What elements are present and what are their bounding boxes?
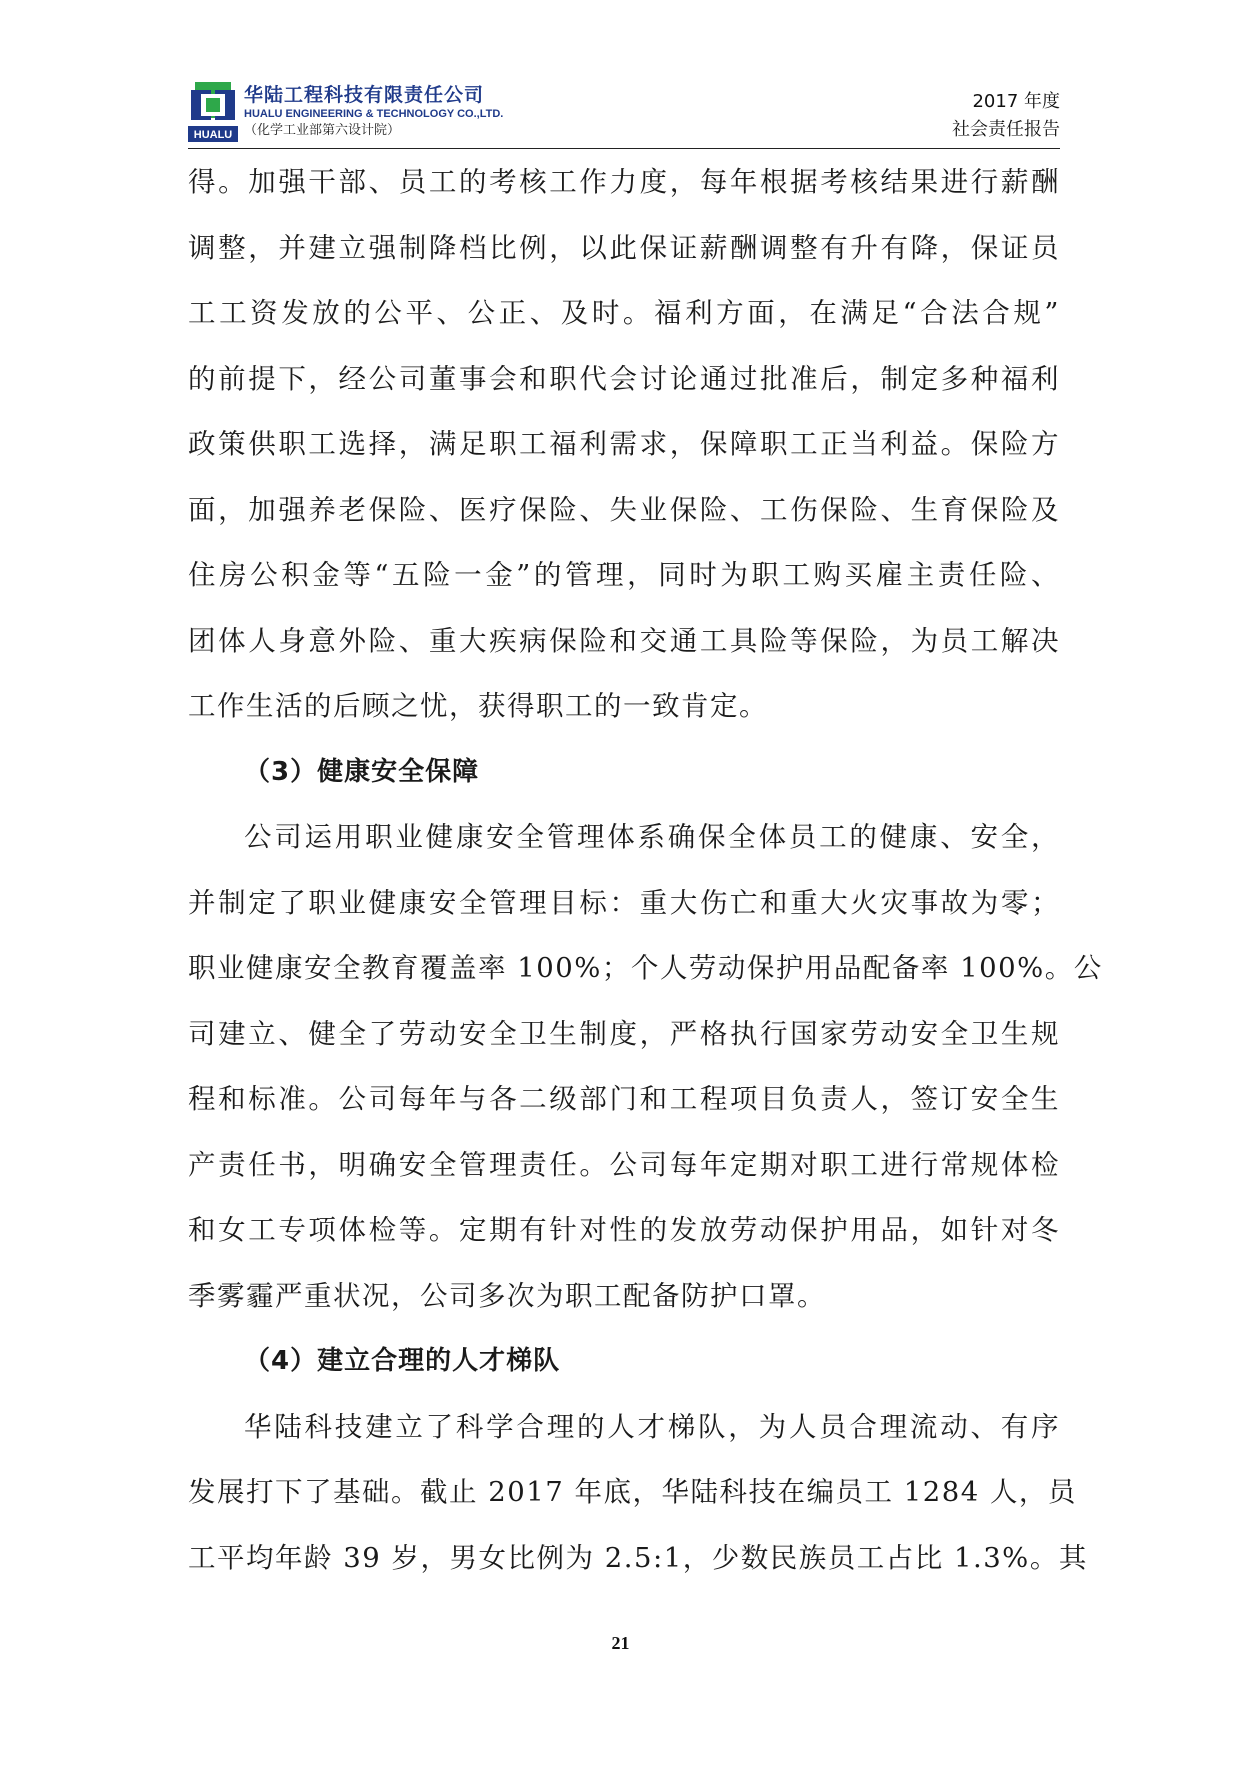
text-line: 发展打下了基础。截止 2017 年底，华陆科技在编员工 1284 人，员 (188, 1476, 1077, 1508)
text-line: 程和标准。公司每年与各二级部门和工程项目负责人，签订安全生 (188, 1083, 1060, 1115)
text-line: 工平均年龄 39 岁，男女比例为 2.5:1，少数民族员工占比 1.3%。其 (188, 1541, 1088, 1574)
text-line: 工作生活的后顾之忧，获得职工的一致肯定。 (188, 690, 768, 722)
report-year: 2017 年度 (972, 91, 1060, 112)
text-line: 团体人身意外险、重大疾病保险和交通工具险等保险，为员工解决 (188, 624, 1060, 657)
report-title: 社会责任报告 (952, 119, 1060, 140)
text-line: 政策供职工选择，满足职工福利需求，保障职工正当利益。保险方 (188, 428, 1060, 460)
text-line: 公司运用职业健康安全管理体系确保全体员工的健康、安全， (244, 821, 1060, 853)
body-text (188, 150, 1103, 1591)
text-line: 工工资发放的公平、公正、及时。福利方面，在满足“合法合规” (188, 297, 1060, 329)
company-name-en: HUALU ENGINEERING & TECHNOLOGY CO.,LTD. (244, 108, 504, 120)
company-name-cn: 华陆工程科技有限责任公司 (244, 84, 485, 106)
text-line: 季雾霾严重状况，公司多次为职工配备防护口罩。 (188, 1279, 826, 1312)
hualu-logo (188, 80, 238, 146)
text-line: 住房公积金等“五险一金”的管理，同时为职工购买雇主责任险、 (188, 559, 1060, 591)
text-line: 并制定了职业健康安全管理目标：重大伤亡和重大火灾事故为零； (188, 886, 1060, 919)
company-block (244, 84, 503, 139)
page-number: 21 (611, 1633, 630, 1653)
section-heading-talent: （4）建立合理的人才梯队 (244, 1346, 561, 1376)
company-subtitle: （化学工业部第六设计院） (244, 123, 401, 138)
text-line: 和女工专项体检等。定期有针对性的发放劳动保护用品，如针对冬 (188, 1214, 1060, 1246)
report-title-block (952, 88, 1060, 144)
text-line: 得。加强干部、员工的考核工作力度，每年根据考核结果进行薪酬 (188, 166, 1060, 198)
text-line: 华陆科技建立了科学合理的人才梯队，为人员合理流动、有序 (244, 1410, 1060, 1443)
logo-text: HUALU (193, 129, 233, 141)
header-rule (188, 148, 1060, 149)
text-line: 职业健康安全教育覆盖率 100%；个人劳动保护用品配备率 100%。公 (188, 952, 1103, 984)
text-line: 调整，并建立强制降档比例，以此保证薪酬调整有升有降，保证员 (188, 231, 1060, 264)
text-line: 的前提下，经公司董事会和职代会讨论通过批准后，制定多种福利 (188, 362, 1060, 395)
section-heading-health-safety: （3）健康安全保障 (244, 756, 480, 787)
text-line: 司建立、健全了劳动安全卫生制度，严格执行国家劳动安全卫生规 (188, 1017, 1060, 1050)
text-line: 面，加强养老保险、医疗保险、失业保险、工伤保险、生育保险及 (188, 493, 1060, 526)
text-line: 产责任书，明确安全管理责任。公司每年定期对职工进行常规体检 (188, 1148, 1060, 1181)
page-header (188, 80, 1060, 146)
